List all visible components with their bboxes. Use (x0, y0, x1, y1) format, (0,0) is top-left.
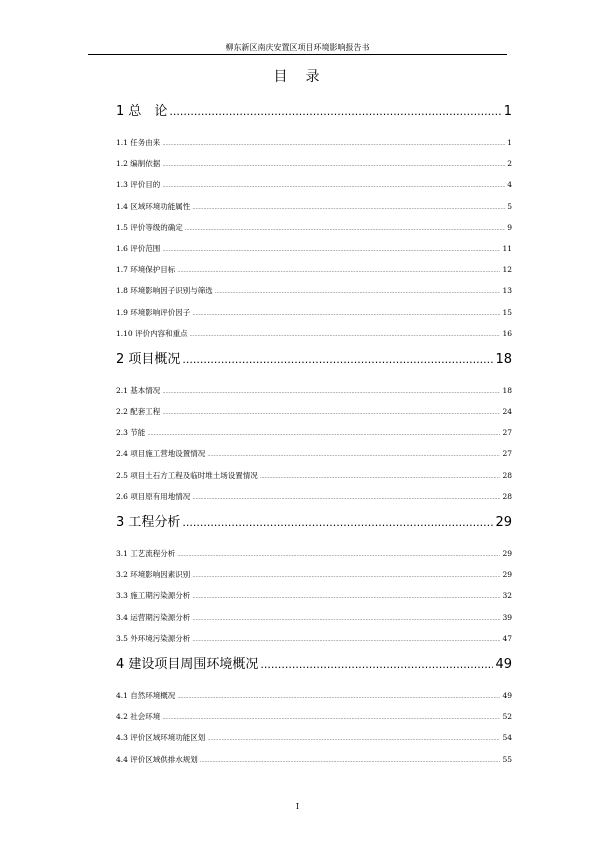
dot-leader (260, 653, 493, 677)
toc-entry[interactable] (116, 628, 512, 649)
dot-leader (147, 424, 500, 445)
dot-leader (169, 100, 501, 124)
toc-entry-label: 3.4 运营期污染源分析 (116, 612, 191, 622)
toc-entry-label: 2.1 基本情况 (116, 385, 161, 395)
dot-leader (192, 566, 500, 587)
toc-entry-page: 4 (507, 180, 512, 190)
toc-entry[interactable] (116, 280, 512, 301)
toc-entry-page: 29 (502, 549, 512, 558)
toc-entry-label: 2.4 项目施工营地设置情况 (116, 449, 206, 459)
toc-entry-page: 11 (502, 243, 512, 253)
toc-entry-page: 15 (502, 307, 512, 317)
toc-entry-label: 4.2 社会环境 (116, 712, 161, 722)
toc-entry-page: 13 (502, 286, 512, 296)
toc-entry[interactable] (116, 564, 512, 585)
page-number: I (295, 802, 300, 811)
toc-chapter-page: 18 (495, 351, 512, 367)
dot-leader (182, 348, 493, 372)
toc-entry-page: 12 (502, 265, 512, 275)
toc-entry[interactable] (116, 196, 512, 217)
toc-entry-label: 4.1 自然环境概况 (116, 690, 176, 700)
dot-leader (207, 445, 500, 466)
toc-entry[interactable] (116, 585, 512, 606)
toc-entry-page: 54 (502, 733, 512, 743)
toc-entry-page: 39 (502, 612, 512, 622)
dot-leader (192, 488, 500, 509)
toc-chapter-label: 2 项目概况 (116, 351, 181, 367)
toc-entry[interactable] (116, 380, 512, 401)
dot-leader (190, 325, 501, 346)
dot-leader (215, 282, 501, 303)
toc-entry-page: 18 (502, 385, 512, 395)
toc-entry-page: 32 (502, 591, 512, 601)
dot-leader (182, 511, 493, 535)
dot-leader (207, 729, 500, 750)
toc-entry[interactable] (116, 217, 512, 238)
dot-leader (162, 708, 500, 729)
toc-entry-label: 1.9 环境影响评价因子 (116, 307, 191, 317)
toc-entry-page: 1 (507, 138, 512, 147)
toc-entry-label: 4.4 评价区域供排水规划 (116, 754, 198, 764)
dot-leader (162, 403, 500, 424)
header-rule (88, 54, 507, 55)
dot-leader (177, 261, 500, 282)
toc-entry-page: 28 (502, 470, 512, 480)
toc-entry[interactable] (116, 238, 512, 259)
toc-entry[interactable] (116, 323, 512, 344)
toc-entry-label: 1.2 编制依据 (116, 159, 161, 169)
toc-entry-label: 1.3 评价目的 (116, 180, 161, 190)
toc-entry[interactable] (116, 465, 512, 486)
toc-entry[interactable] (116, 153, 512, 174)
toc-entry[interactable] (116, 259, 512, 280)
toc-entry-page: 24 (502, 407, 512, 417)
toc-entry[interactable] (116, 486, 512, 507)
toc-entry-label: 3.3 施工期污染源分析 (116, 591, 191, 601)
toc-entry-label: 3.2 环境影响因素识别 (116, 570, 191, 580)
toc-entry[interactable] (116, 685, 512, 706)
dot-leader (192, 304, 500, 325)
toc-entry[interactable] (116, 607, 512, 628)
toc-chapter-page: 49 (495, 656, 512, 672)
dot-leader (162, 134, 505, 155)
dot-leader (185, 219, 505, 240)
table-of-contents (116, 96, 512, 770)
toc-entry[interactable] (116, 749, 512, 770)
toc-entry-page: 55 (502, 754, 512, 764)
dot-leader (162, 382, 500, 403)
dot-leader (192, 198, 505, 219)
toc-entry-page: 9 (507, 222, 512, 232)
toc-chapter[interactable] (116, 348, 512, 372)
dot-leader (192, 630, 500, 651)
toc-entry-label: 2.6 项目原有用地情况 (116, 491, 191, 501)
toc-entry-label: 1.8 环境影响因子识别与筛选 (116, 286, 213, 296)
dot-leader (162, 240, 500, 261)
toc-entry-page: 28 (502, 491, 512, 501)
toc-chapter-label: 4 建设项目周围环境概况 (116, 656, 259, 672)
toc-entry[interactable] (116, 174, 512, 195)
toc-entry-label: 1.7 环境保护目标 (116, 265, 176, 275)
toc-entry[interactable] (116, 132, 512, 153)
toc-entry[interactable] (116, 443, 512, 464)
toc-entry-page: 2 (507, 159, 512, 169)
toc-chapter-label: 1 总 论 (116, 104, 168, 119)
toc-chapter[interactable] (116, 511, 512, 535)
toc-entry[interactable] (116, 302, 512, 323)
dot-leader (177, 545, 500, 566)
running-header: 柳东新区南庆安置区项目环境影响报告书 (225, 43, 370, 52)
toc-entry-label: 2.2 配套工程 (116, 407, 161, 417)
toc-entry-page: 27 (502, 428, 512, 438)
dot-leader (192, 609, 500, 630)
toc-chapter-page: 29 (495, 515, 512, 530)
toc-title: 目 录 (273, 69, 322, 85)
toc-chapter[interactable] (116, 653, 512, 677)
dot-leader (200, 751, 501, 772)
toc-entry-page: 16 (502, 328, 512, 338)
toc-chapter[interactable] (116, 100, 512, 124)
toc-entry[interactable] (116, 401, 512, 422)
toc-entry-page: 47 (502, 633, 512, 643)
toc-entry-label: 2.3 节能 (116, 428, 146, 438)
dot-leader (177, 687, 500, 708)
dot-leader (260, 467, 501, 488)
dot-leader (162, 176, 505, 197)
toc-chapter-page: 1 (503, 104, 512, 119)
dot-leader (192, 587, 500, 608)
toc-entry-label: 1.4 区域环境功能属性 (116, 201, 191, 211)
toc-entry-label: 3.5 外环境污染源分析 (116, 633, 191, 643)
toc-entry-page: 29 (502, 570, 512, 580)
dot-leader (162, 155, 505, 176)
toc-entry-label: 4.3 评价区域环境功能区划 (116, 733, 206, 743)
toc-entry-page: 5 (507, 201, 512, 211)
toc-entry-page: 49 (502, 690, 512, 700)
toc-entry-label: 1.5 评价等级的确定 (116, 222, 183, 232)
toc-entry[interactable] (116, 727, 512, 748)
toc-chapter-label: 3 工程分析 (116, 515, 181, 530)
toc-entry-label: 1.10 评价内容和重点 (116, 328, 188, 338)
toc-entry-label: 2.5 项目土石方工程及临时堆土场设置情况 (116, 470, 258, 480)
toc-entry[interactable] (116, 422, 512, 443)
toc-entry-page: 27 (502, 449, 512, 459)
toc-entry[interactable] (116, 706, 512, 727)
toc-entry-page: 52 (502, 712, 512, 722)
toc-entry-label: 3.1 工艺流程分析 (116, 549, 176, 558)
toc-entry-label: 1.1 任务由来 (116, 138, 161, 147)
toc-entry-label: 1.6 评价范围 (116, 243, 161, 253)
toc-entry[interactable] (116, 543, 512, 564)
